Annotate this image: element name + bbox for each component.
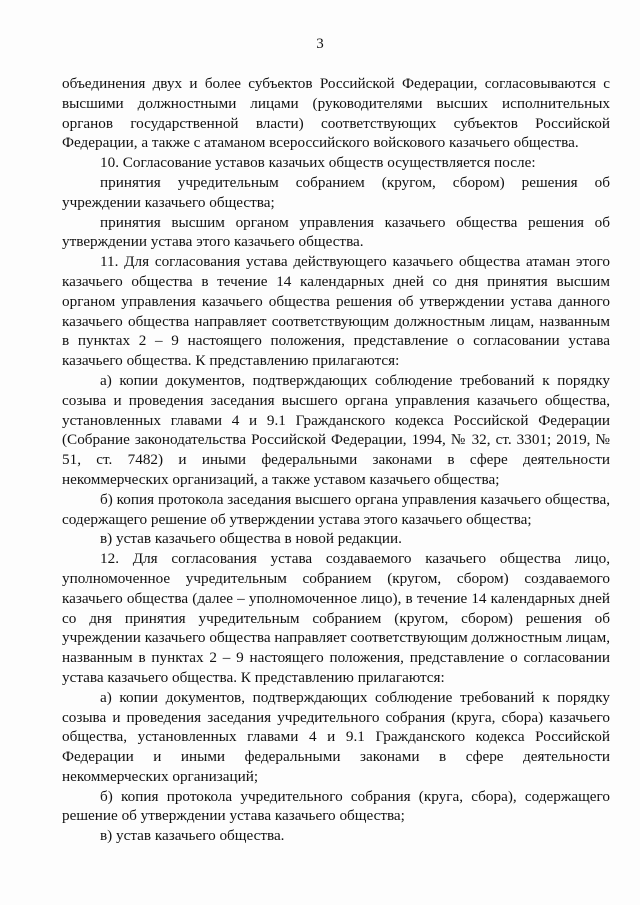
paragraph-item-10: 10. Согласование уставов казачьих обществ осуществляется после: — [100, 154, 536, 172]
paragraph-item-12: 12. Для согласования устава создаваемого казачьего общества лицо, уполномоченное учредительным собранием (кругом, сбором) создаваемого казачьего общества (далее – уполномоченное лицо), в течение 14 календарных дней со дня принятия учредительным собранием (кругом, сбором) решения об учреждении казачьего общества направляет соответствующим должностным лицам, названным в пунктах 2 – 9 настоящего положения, представление о согласовании устава казачьего общества. К представлению прилагаются: — [62, 550, 610, 686]
paragraph-item-11-b: б) копия протокола заседания высшего органа управления казачьего общества, содержащего решение об утверждении устава этого казачьего общества; — [62, 490, 610, 528]
paragraph-item-11-v: в) устав казачьего общества в новой редакции. — [100, 530, 402, 548]
paragraph-continuation: объединения двух и более субъектов Российской Федерации, согласовываются с высшими должностными лицами (руководителями высших исполнительных органов государственной власти) соответствующих субъектов Российской Федерации, а также с атаманом всероссийского войскового казачьего общества. — [62, 75, 610, 152]
document-body — [62, 74, 610, 846]
page-number: 3 — [316, 36, 324, 52]
paragraph-item-12-v: в) устав казачьего общества. — [100, 827, 285, 845]
paragraph-item-12-a: а) копии документов, подтверждающих соблюдение требований к порядку созыва и проведения заседания учредительного собрания (круга, сбора) казачьего общества, установленных главами 4 и 9.1 Гражданского кодекса Российской Федерации и иными федеральными законами в сфере деятельности некоммерческих организаций; — [62, 688, 610, 785]
paragraph-item-12-b: б) копия протокола учредительного собрания (круга, сбора), содержащего решение об утверждении устава казачьего общества; — [62, 787, 610, 825]
paragraph-item-11-a: а) копии документов, подтверждающих соблюдение требований к порядку созыва и проведения заседания высшего органа управления казачьего общества, установленных главами 4 и 9.1 Гражданского кодекса Российской Федерации (Собрание законодательства Российской Федерации, 1994, № 32, ст. 3301; 2019, № 51, ст. 7482) и иными федеральными законами в сфере деятельности некоммерческих организаций, а также уставом казачьего общества; — [62, 371, 610, 488]
paragraph-item-10-b: принятия высшим органом управления казачьего общества решения об утверждении устава этого казачьего общества. — [62, 213, 610, 251]
paragraph-item-11: 11. Для согласования устава действующего казачьего общества атаман этого казачьего общества в течение 14 календарных дней со дня принятия высшим органом управления казачьего общества решения об утверждении устава данного казачьего общества направляет соответствующим должностным лицам, названным в пунктах 2 – 9 настоящего положения, представление о согласовании устава казачьего общества. К представлению прилагаются: — [62, 253, 610, 370]
paragraph-item-10-a: принятия учредительным собранием (кругом, сбором) решения об учреждении казачьего общества; — [62, 173, 610, 211]
